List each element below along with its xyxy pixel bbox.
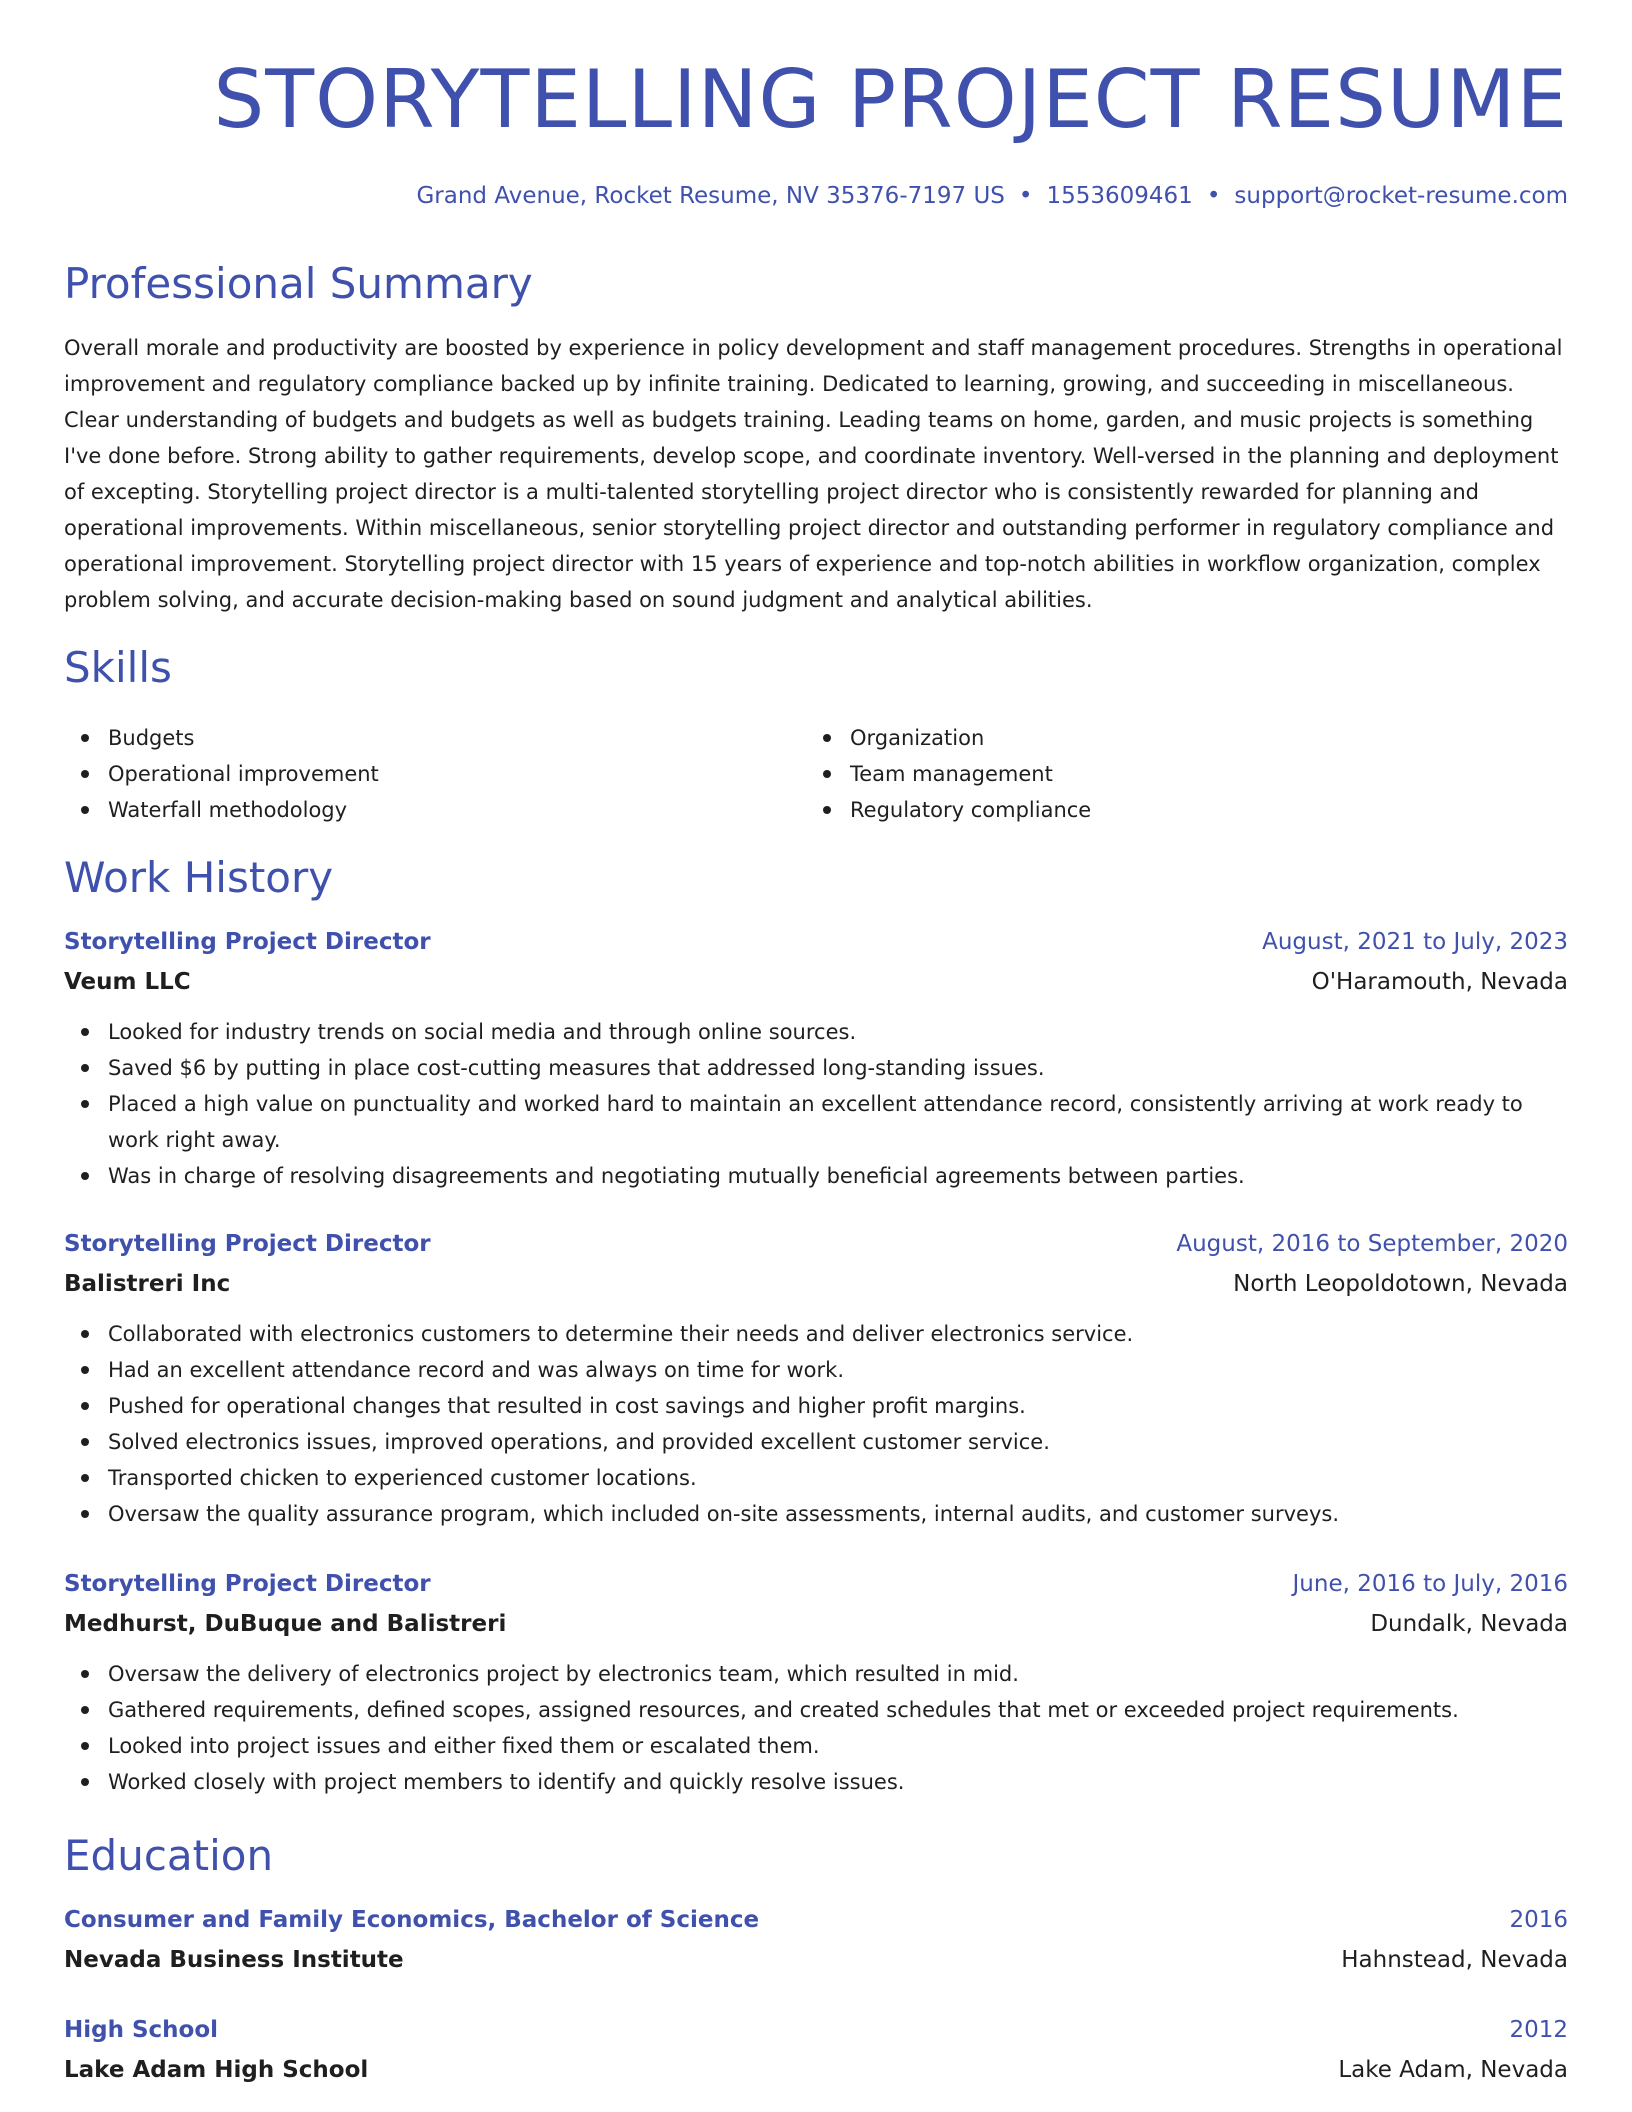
school-location: Lake Adam, Nevada bbox=[1338, 2057, 1568, 2083]
summary-heading: Professional Summary bbox=[64, 259, 533, 308]
summary-text: Overall morale and productivity are boosted by experience in policy development and staff management procedures. Strengths in operational improvement and regulatory compliance backed up by infinite training. Dedicated to learning, growing, and succeeding in miscellaneous. Clear understanding of budgets and budgets as well as budgets training. Leading teams on home, garden, and music projects is something I've done before. Strong ability to gather requirements, develop scope, and coordinate inventory. Well-versed in the planning and deployment of excepting. Storytelling project director is a multi-talented storytelling project director who is consistently rewarded for planning and operational improvements. Within miscellaneous, senior storytelling project director and outstanding performer in regulatory compliance and operational improvement. Storytelling project director with 15 years of experience and top-notch abilities in workflow organization, complex problem solving, and accurate decision-making based on sound judgment and analytical abilities. bbox=[64, 336, 1563, 612]
school-name: Lake Adam High School bbox=[64, 2057, 369, 2083]
education-year: 2012 bbox=[1509, 2017, 1568, 2043]
skills-list bbox=[64, 720, 1568, 828]
job-title: Storytelling Project Director bbox=[64, 929, 431, 955]
contact-line bbox=[416, 180, 1568, 212]
job-entry bbox=[64, 922, 1568, 1194]
education-year: 2016 bbox=[1509, 1907, 1568, 1933]
school-location: Hahnstead, Nevada bbox=[1341, 1947, 1568, 1973]
list-item: Solved electronics issues, improved operations, and provided excellent customer service. bbox=[108, 1424, 1568, 1460]
list-item: Pushed for operational changes that resulted in cost savings and higher profit margins. bbox=[108, 1388, 1568, 1424]
work-history-heading: Work History bbox=[64, 853, 334, 902]
skills-column-left bbox=[64, 720, 806, 828]
skill-item: Regulatory compliance bbox=[850, 792, 1548, 828]
list-item: Oversaw the delivery of electronics project by electronics team, which resulted in mid. bbox=[108, 1656, 1568, 1692]
job-entry bbox=[64, 1564, 1568, 1800]
list-item: Saved $6 by putting in place cost-cutting measures that addressed long-standing issues. bbox=[108, 1050, 1568, 1086]
job-dates: June, 2016 to July, 2016 bbox=[1292, 1571, 1568, 1597]
job-entry bbox=[64, 1224, 1568, 1532]
job-title: Storytelling Project Director bbox=[64, 1231, 431, 1257]
job-location: O'Haramouth, Nevada bbox=[1311, 969, 1568, 995]
company-name: Medhurst, DuBuque and Balistreri bbox=[64, 1611, 507, 1637]
job-bullets bbox=[64, 1656, 1568, 1800]
skill-item: Operational improvement bbox=[108, 756, 806, 792]
contact-email[interactable]: support@rocket-resume.com bbox=[1234, 183, 1568, 209]
list-item: Collaborated with electronics customers to determine their needs and deliver electronics service. bbox=[108, 1316, 1568, 1352]
list-item: Looked into project issues and either fixed them or escalated them. bbox=[108, 1728, 1568, 1764]
degree-title: Consumer and Family Economics, Bachelor of Science bbox=[64, 1907, 760, 1933]
school-name: Nevada Business Institute bbox=[64, 1947, 404, 1973]
skills-column-right bbox=[806, 720, 1548, 828]
job-title: Storytelling Project Director bbox=[64, 1571, 431, 1597]
job-dates: August, 2016 to September, 2020 bbox=[1176, 1231, 1568, 1257]
list-item: Placed a high value on punctuality and worked hard to maintain an excellent attendance record, consistently arriving at work ready to work right away. bbox=[108, 1086, 1568, 1158]
contact-phone: 1553609461 bbox=[1046, 183, 1193, 209]
job-location: Dundalk, Nevada bbox=[1370, 1611, 1568, 1637]
skill-item: Budgets bbox=[108, 720, 806, 756]
skills-heading: Skills bbox=[64, 643, 172, 692]
list-item: Worked closely with project members to identify and quickly resolve issues. bbox=[108, 1764, 1568, 1800]
job-location: North Leopoldotown, Nevada bbox=[1233, 1271, 1568, 1297]
job-dates: August, 2021 to July, 2023 bbox=[1262, 929, 1568, 955]
list-item: Gathered requirements, defined scopes, assigned resources, and created schedules that met or exceeded project requirements. bbox=[108, 1692, 1568, 1728]
education-heading: Education bbox=[64, 1831, 274, 1880]
skill-item: Team management bbox=[850, 756, 1548, 792]
contact-separator: • bbox=[1018, 183, 1033, 209]
list-item: Looked for industry trends on social media and through online sources. bbox=[108, 1014, 1568, 1050]
job-bullets bbox=[64, 1014, 1568, 1194]
skill-item: Organization bbox=[850, 720, 1548, 756]
contact-address: Grand Avenue, Rocket Resume, NV 35376-7197 US bbox=[416, 183, 1005, 209]
skill-item: Waterfall methodology bbox=[108, 792, 806, 828]
list-item: Was in charge of resolving disagreements and negotiating mutually beneficial agreements between parties. bbox=[108, 1158, 1568, 1194]
list-item: Had an excellent attendance record and was always on time for work. bbox=[108, 1352, 1568, 1388]
company-name: Balistreri Inc bbox=[64, 1271, 231, 1297]
education-entry bbox=[64, 1900, 1568, 1980]
job-bullets bbox=[64, 1316, 1568, 1532]
list-item: Transported chicken to experienced customer locations. bbox=[108, 1460, 1568, 1496]
company-name: Veum LLC bbox=[64, 969, 191, 995]
resume-name: STORYTELLING PROJECT RESUME bbox=[213, 53, 1568, 146]
education-entry bbox=[64, 2010, 1568, 2090]
list-item: Oversaw the quality assurance program, which included on-site assessments, internal audits, and customer surveys. bbox=[108, 1496, 1568, 1532]
degree-title: High School bbox=[64, 2017, 219, 2043]
contact-separator: • bbox=[1206, 183, 1221, 209]
